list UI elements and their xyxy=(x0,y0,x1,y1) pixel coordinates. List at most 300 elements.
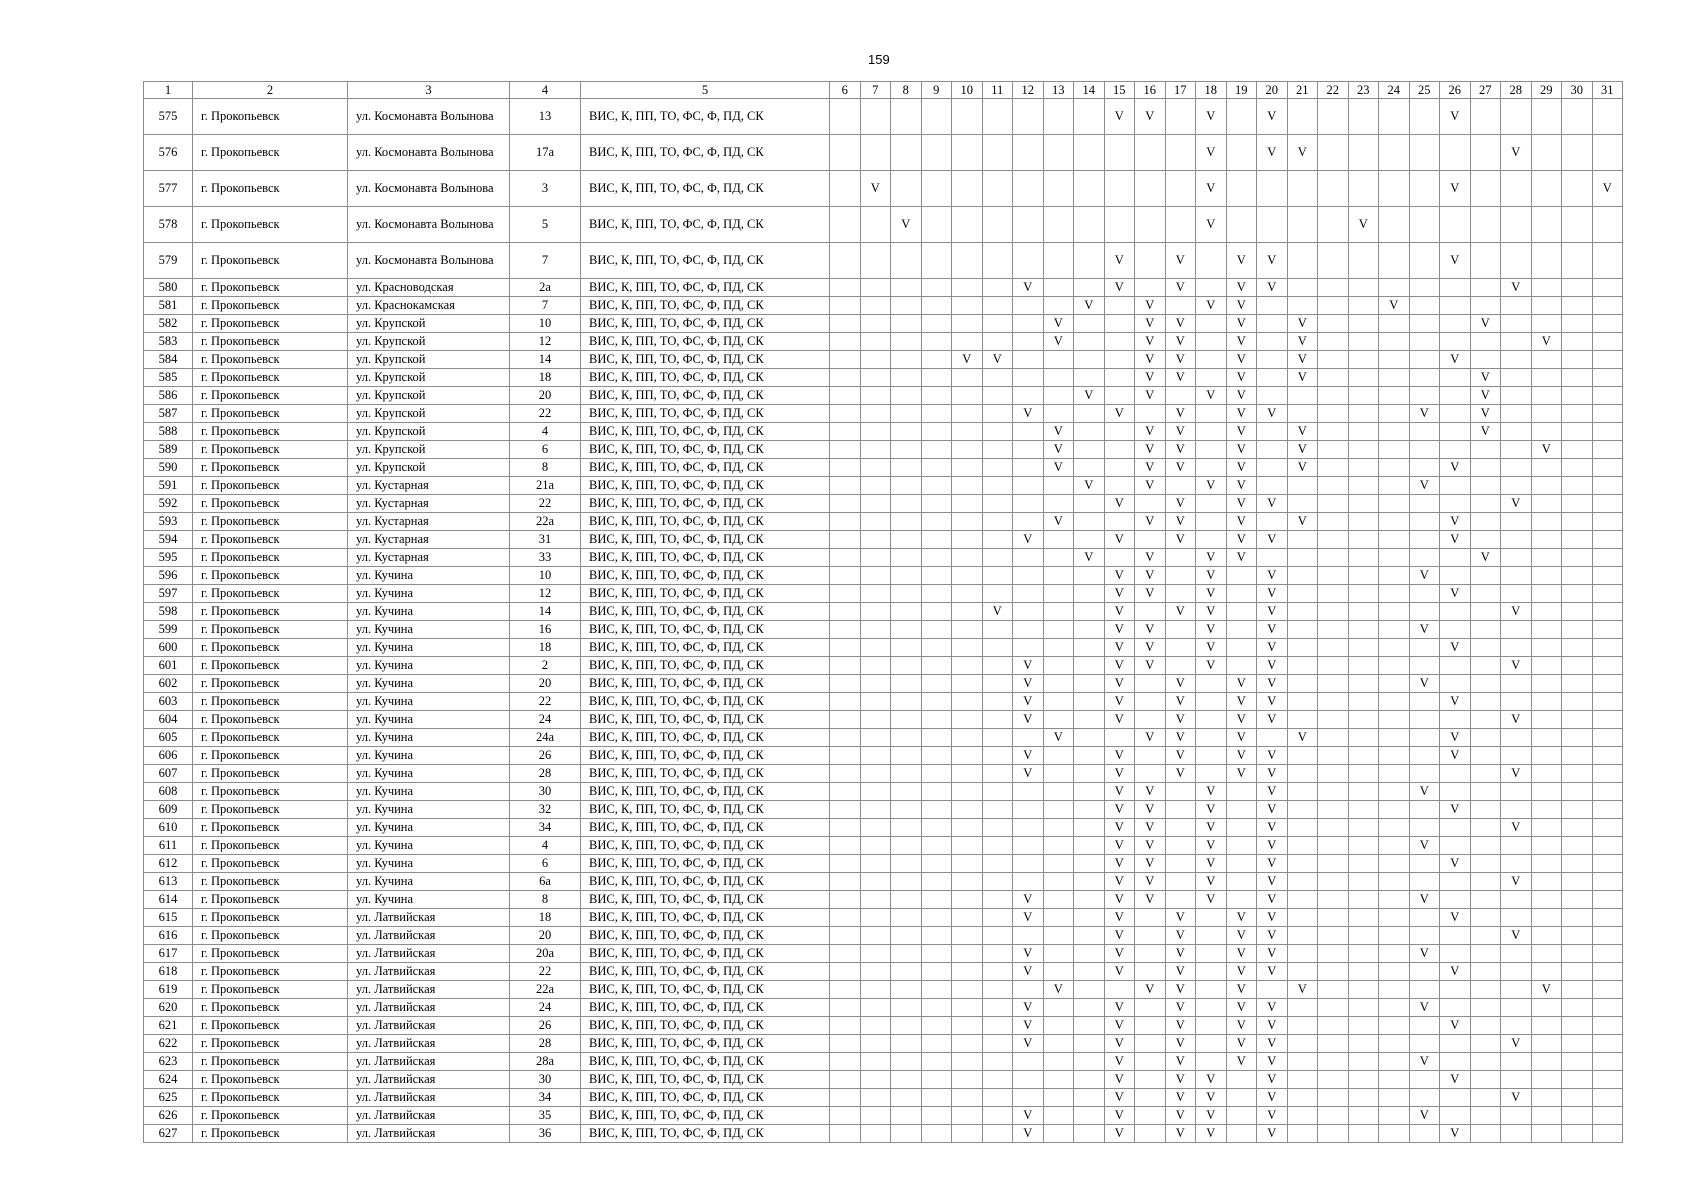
mark-cell-col-6 xyxy=(830,711,861,729)
mark-cell-col-22 xyxy=(1318,945,1349,963)
header-row xyxy=(144,82,1623,99)
services-cell: ВИС, К, ПП, ТО, ФС, Ф, ПД, СК xyxy=(581,351,830,369)
mark-cell-col-17: V xyxy=(1165,675,1196,693)
mark-cell-col-12 xyxy=(1013,549,1044,567)
mark-cell-col-13 xyxy=(1043,603,1074,621)
mark-cell-col-14 xyxy=(1074,621,1105,639)
mark-cell-col-24 xyxy=(1379,279,1410,297)
mark-cell-col-31 xyxy=(1592,747,1623,765)
mark-cell-col-25 xyxy=(1409,711,1440,729)
mark-cell-col-30 xyxy=(1562,513,1593,531)
mark-cell-col-7 xyxy=(860,297,891,315)
mark-cell-col-16 xyxy=(1135,1017,1166,1035)
mark-cell-col-12 xyxy=(1013,1089,1044,1107)
mark-cell-col-26 xyxy=(1440,495,1471,513)
mark-cell-col-28 xyxy=(1501,729,1532,747)
services-cell: ВИС, К, ПП, ТО, ФС, Ф, ПД, СК xyxy=(581,909,830,927)
mark-cell-col-18 xyxy=(1196,729,1227,747)
mark-cell-col-23 xyxy=(1348,171,1379,207)
mark-cell-col-25 xyxy=(1409,297,1440,315)
mark-cell-col-6 xyxy=(830,855,861,873)
mark-cell-col-12 xyxy=(1013,981,1044,999)
row-number: 601 xyxy=(144,657,193,675)
services-cell: ВИС, К, ПП, ТО, ФС, Ф, ПД, СК xyxy=(581,477,830,495)
street-cell: ул. Крупской xyxy=(348,387,510,405)
mark-cell-col-28: V xyxy=(1501,927,1532,945)
mark-cell-col-29 xyxy=(1531,945,1562,963)
mark-cell-col-16 xyxy=(1135,1125,1166,1143)
mark-cell-col-28: V xyxy=(1501,765,1532,783)
street-cell: ул. Кучина xyxy=(348,765,510,783)
mark-cell-col-11 xyxy=(982,531,1013,549)
mark-cell-col-21 xyxy=(1287,801,1318,819)
mark-cell-col-25: V xyxy=(1409,405,1440,423)
mark-cell-col-31 xyxy=(1592,729,1623,747)
mark-cell-col-21 xyxy=(1287,1035,1318,1053)
mark-cell-col-6 xyxy=(830,1107,861,1125)
mark-cell-col-13 xyxy=(1043,351,1074,369)
mark-cell-col-11: V xyxy=(982,603,1013,621)
mark-cell-col-26 xyxy=(1440,405,1471,423)
mark-cell-col-8 xyxy=(891,315,922,333)
mark-cell-col-19: V xyxy=(1226,531,1257,549)
mark-cell-col-8 xyxy=(891,441,922,459)
mark-cell-col-25 xyxy=(1409,747,1440,765)
row-number: 591 xyxy=(144,477,193,495)
mark-cell-col-11 xyxy=(982,1107,1013,1125)
city-cell: г. Прокопьевск xyxy=(193,783,348,801)
mark-cell-col-29 xyxy=(1531,873,1562,891)
mark-cell-col-12 xyxy=(1013,441,1044,459)
mark-cell-col-9 xyxy=(921,1107,952,1125)
mark-cell-col-24 xyxy=(1379,711,1410,729)
mark-cell-col-29 xyxy=(1531,657,1562,675)
mark-cell-col-9 xyxy=(921,1125,952,1143)
mark-cell-col-12 xyxy=(1013,801,1044,819)
mark-cell-col-19: V xyxy=(1226,765,1257,783)
mark-cell-col-28: V xyxy=(1501,657,1532,675)
table-row xyxy=(144,315,1623,333)
mark-cell-col-16: V xyxy=(1135,549,1166,567)
mark-cell-col-29 xyxy=(1531,1107,1562,1125)
house-cell: 32 xyxy=(510,801,581,819)
mark-cell-col-20 xyxy=(1257,207,1288,243)
mark-cell-col-11 xyxy=(982,207,1013,243)
row-number: 616 xyxy=(144,927,193,945)
mark-cell-col-7 xyxy=(860,837,891,855)
street-cell: ул. Крупской xyxy=(348,369,510,387)
mark-cell-col-22 xyxy=(1318,765,1349,783)
mark-cell-col-29 xyxy=(1531,639,1562,657)
mark-cell-col-23 xyxy=(1348,369,1379,387)
mark-cell-col-14 xyxy=(1074,351,1105,369)
mark-cell-col-20: V xyxy=(1257,621,1288,639)
mark-cell-col-31 xyxy=(1592,693,1623,711)
mark-cell-col-27 xyxy=(1470,279,1501,297)
mark-cell-col-15 xyxy=(1104,387,1135,405)
mark-cell-col-20: V xyxy=(1257,765,1288,783)
row-number: 594 xyxy=(144,531,193,549)
mark-cell-col-11 xyxy=(982,783,1013,801)
mark-cell-col-27 xyxy=(1470,963,1501,981)
mark-cell-col-23 xyxy=(1348,963,1379,981)
mark-cell-col-27 xyxy=(1470,981,1501,999)
mark-cell-col-10 xyxy=(952,783,983,801)
mark-cell-col-17 xyxy=(1165,387,1196,405)
table-row xyxy=(144,765,1623,783)
mark-cell-col-24 xyxy=(1379,207,1410,243)
mark-cell-col-18 xyxy=(1196,459,1227,477)
row-number: 607 xyxy=(144,765,193,783)
mark-cell-col-31 xyxy=(1592,603,1623,621)
mark-cell-col-28: V xyxy=(1501,873,1532,891)
mark-cell-col-10 xyxy=(952,207,983,243)
table-row xyxy=(144,333,1623,351)
city-cell: г. Прокопьевск xyxy=(193,99,348,135)
mark-cell-col-30 xyxy=(1562,585,1593,603)
row-number: 590 xyxy=(144,459,193,477)
mark-cell-col-18: V xyxy=(1196,801,1227,819)
mark-cell-col-10 xyxy=(952,999,983,1017)
mark-cell-col-8 xyxy=(891,513,922,531)
mark-cell-col-17: V xyxy=(1165,1017,1196,1035)
street-cell: ул. Кучина xyxy=(348,711,510,729)
mark-cell-col-12: V xyxy=(1013,693,1044,711)
mark-cell-col-19 xyxy=(1226,99,1257,135)
mark-cell-col-14 xyxy=(1074,531,1105,549)
mark-cell-col-31 xyxy=(1592,873,1623,891)
services-cell: ВИС, К, ПП, ТО, ФС, Ф, ПД, СК xyxy=(581,99,830,135)
mark-cell-col-8 xyxy=(891,1053,922,1071)
services-cell: ВИС, К, ПП, ТО, ФС, Ф, ПД, СК xyxy=(581,855,830,873)
row-number: 618 xyxy=(144,963,193,981)
mark-cell-col-26: V xyxy=(1440,459,1471,477)
mark-cell-col-7 xyxy=(860,801,891,819)
mark-cell-col-6 xyxy=(830,441,861,459)
mark-cell-col-7 xyxy=(860,1017,891,1035)
city-cell: г. Прокопьевск xyxy=(193,243,348,279)
mark-cell-col-21: V xyxy=(1287,315,1318,333)
street-cell: ул. Кучина xyxy=(348,675,510,693)
row-number: 612 xyxy=(144,855,193,873)
mark-cell-col-26: V xyxy=(1440,243,1471,279)
mark-cell-col-19 xyxy=(1226,837,1257,855)
mark-cell-col-10 xyxy=(952,495,983,513)
mark-cell-col-21 xyxy=(1287,243,1318,279)
mark-cell-col-11 xyxy=(982,981,1013,999)
house-cell: 4 xyxy=(510,423,581,441)
mark-cell-col-30 xyxy=(1562,855,1593,873)
mark-cell-col-23 xyxy=(1348,423,1379,441)
mark-cell-col-25: V xyxy=(1409,783,1440,801)
house-cell: 22 xyxy=(510,693,581,711)
street-cell: ул. Латвийская xyxy=(348,1035,510,1053)
mark-cell-col-13 xyxy=(1043,963,1074,981)
mark-cell-col-10 xyxy=(952,459,983,477)
street-cell: ул. Латвийская xyxy=(348,1053,510,1071)
mark-cell-col-13 xyxy=(1043,657,1074,675)
house-cell: 20 xyxy=(510,927,581,945)
mark-cell-col-17 xyxy=(1165,99,1196,135)
mark-cell-col-28: V xyxy=(1501,135,1532,171)
city-cell: г. Прокопьевск xyxy=(193,657,348,675)
mark-cell-col-18: V xyxy=(1196,1089,1227,1107)
mark-cell-col-10 xyxy=(952,927,983,945)
services-cell: ВИС, К, ПП, ТО, ФС, Ф, ПД, СК xyxy=(581,693,830,711)
mark-cell-col-18 xyxy=(1196,999,1227,1017)
city-cell: г. Прокопьевск xyxy=(193,999,348,1017)
mark-cell-col-28 xyxy=(1501,909,1532,927)
mark-cell-col-10 xyxy=(952,279,983,297)
mark-cell-col-7 xyxy=(860,1035,891,1053)
mark-cell-col-25 xyxy=(1409,639,1440,657)
row-number: 625 xyxy=(144,1089,193,1107)
street-cell: ул. Крупской xyxy=(348,351,510,369)
house-cell: 22а xyxy=(510,513,581,531)
mark-cell-col-30 xyxy=(1562,999,1593,1017)
mark-cell-col-22 xyxy=(1318,801,1349,819)
mark-cell-col-22 xyxy=(1318,927,1349,945)
mark-cell-col-6 xyxy=(830,585,861,603)
column-header: 7 xyxy=(860,82,891,99)
mark-cell-col-31 xyxy=(1592,459,1623,477)
mark-cell-col-11: V xyxy=(982,351,1013,369)
mark-cell-col-14 xyxy=(1074,711,1105,729)
mark-cell-col-6 xyxy=(830,837,861,855)
table-row xyxy=(144,819,1623,837)
street-cell: ул. Космонавта Волынова xyxy=(348,171,510,207)
mark-cell-col-6 xyxy=(830,873,861,891)
house-cell: 22 xyxy=(510,963,581,981)
mark-cell-col-31 xyxy=(1592,855,1623,873)
row-number: 626 xyxy=(144,1107,193,1125)
house-cell: 35 xyxy=(510,1107,581,1125)
mark-cell-col-23 xyxy=(1348,1089,1379,1107)
mark-cell-col-13 xyxy=(1043,135,1074,171)
mark-cell-col-6 xyxy=(830,1017,861,1035)
mark-cell-col-8 xyxy=(891,729,922,747)
mark-cell-col-28 xyxy=(1501,783,1532,801)
mark-cell-col-18: V xyxy=(1196,819,1227,837)
services-cell: ВИС, К, ПП, ТО, ФС, Ф, ПД, СК xyxy=(581,315,830,333)
mark-cell-col-20 xyxy=(1257,333,1288,351)
mark-cell-col-23 xyxy=(1348,405,1379,423)
mark-cell-col-26 xyxy=(1440,387,1471,405)
row-number: 608 xyxy=(144,783,193,801)
mark-cell-col-22 xyxy=(1318,387,1349,405)
mark-cell-col-6 xyxy=(830,909,861,927)
mark-cell-col-30 xyxy=(1562,423,1593,441)
mark-cell-col-14 xyxy=(1074,1071,1105,1089)
mark-cell-col-6 xyxy=(830,639,861,657)
mark-cell-col-15 xyxy=(1104,459,1135,477)
mark-cell-col-23 xyxy=(1348,333,1379,351)
mark-cell-col-12: V xyxy=(1013,531,1044,549)
mark-cell-col-14 xyxy=(1074,765,1105,783)
mark-cell-col-17: V xyxy=(1165,981,1196,999)
column-header: 6 xyxy=(830,82,861,99)
mark-cell-col-29 xyxy=(1531,459,1562,477)
table-row xyxy=(144,1035,1623,1053)
mark-cell-col-18 xyxy=(1196,423,1227,441)
mark-cell-col-7: V xyxy=(860,171,891,207)
mark-cell-col-31 xyxy=(1592,351,1623,369)
mark-cell-col-25 xyxy=(1409,243,1440,279)
column-header: 30 xyxy=(1562,82,1593,99)
mark-cell-col-13 xyxy=(1043,279,1074,297)
mark-cell-col-28 xyxy=(1501,477,1532,495)
mark-cell-col-27 xyxy=(1470,1089,1501,1107)
house-cell: 7 xyxy=(510,243,581,279)
mark-cell-col-15: V xyxy=(1104,279,1135,297)
mark-cell-col-9 xyxy=(921,621,952,639)
mark-cell-col-28 xyxy=(1501,945,1532,963)
mark-cell-col-28: V xyxy=(1501,495,1532,513)
mark-cell-col-22 xyxy=(1318,513,1349,531)
row-number: 610 xyxy=(144,819,193,837)
mark-cell-col-20: V xyxy=(1257,243,1288,279)
column-header: 20 xyxy=(1257,82,1288,99)
mark-cell-col-8 xyxy=(891,927,922,945)
mark-cell-col-25 xyxy=(1409,1035,1440,1053)
mark-cell-col-7 xyxy=(860,423,891,441)
mark-cell-col-30 xyxy=(1562,729,1593,747)
mark-cell-col-23 xyxy=(1348,639,1379,657)
mark-cell-col-30 xyxy=(1562,315,1593,333)
city-cell: г. Прокопьевск xyxy=(193,1107,348,1125)
mark-cell-col-31 xyxy=(1592,207,1623,243)
mark-cell-col-29: V xyxy=(1531,333,1562,351)
services-cell: ВИС, К, ПП, ТО, ФС, Ф, ПД, СК xyxy=(581,657,830,675)
mark-cell-col-26: V xyxy=(1440,801,1471,819)
house-cell: 5 xyxy=(510,207,581,243)
mark-cell-col-22 xyxy=(1318,729,1349,747)
mark-cell-col-24 xyxy=(1379,675,1410,693)
mark-cell-col-27 xyxy=(1470,837,1501,855)
mark-cell-col-8 xyxy=(891,801,922,819)
mark-cell-col-15: V xyxy=(1104,567,1135,585)
table-row xyxy=(144,351,1623,369)
house-cell: 16 xyxy=(510,621,581,639)
mark-cell-col-22 xyxy=(1318,279,1349,297)
mark-cell-col-8 xyxy=(891,783,922,801)
mark-cell-col-30 xyxy=(1562,945,1593,963)
mark-cell-col-27 xyxy=(1470,801,1501,819)
mark-cell-col-30 xyxy=(1562,837,1593,855)
street-cell: ул. Кустарная xyxy=(348,495,510,513)
row-number: 615 xyxy=(144,909,193,927)
mark-cell-col-14 xyxy=(1074,729,1105,747)
mark-cell-col-8 xyxy=(891,405,922,423)
mark-cell-col-6 xyxy=(830,459,861,477)
mark-cell-col-30 xyxy=(1562,531,1593,549)
mark-cell-col-10 xyxy=(952,909,983,927)
mark-cell-col-28: V xyxy=(1501,603,1532,621)
services-cell: ВИС, К, ПП, ТО, ФС, Ф, ПД, СК xyxy=(581,963,830,981)
mark-cell-col-19: V xyxy=(1226,981,1257,999)
mark-cell-col-21 xyxy=(1287,477,1318,495)
mark-cell-col-26 xyxy=(1440,621,1471,639)
services-cell: ВИС, К, ПП, ТО, ФС, Ф, ПД, СК xyxy=(581,765,830,783)
mark-cell-col-19 xyxy=(1226,891,1257,909)
house-cell: 12 xyxy=(510,333,581,351)
mark-cell-col-20 xyxy=(1257,387,1288,405)
mark-cell-col-10 xyxy=(952,1125,983,1143)
services-cell: ВИС, К, ПП, ТО, ФС, Ф, ПД, СК xyxy=(581,837,830,855)
mark-cell-col-26 xyxy=(1440,981,1471,999)
mark-cell-col-27 xyxy=(1470,1071,1501,1089)
mark-cell-col-12: V xyxy=(1013,891,1044,909)
mark-cell-col-30 xyxy=(1562,369,1593,387)
mark-cell-col-19 xyxy=(1226,819,1257,837)
mark-cell-col-23 xyxy=(1348,315,1379,333)
mark-cell-col-21 xyxy=(1287,99,1318,135)
mark-cell-col-12: V xyxy=(1013,675,1044,693)
mark-cell-col-10 xyxy=(952,855,983,873)
house-cell: 30 xyxy=(510,783,581,801)
mark-cell-col-9 xyxy=(921,675,952,693)
mark-cell-col-17: V xyxy=(1165,909,1196,927)
mark-cell-col-8 xyxy=(891,459,922,477)
mark-cell-col-21 xyxy=(1287,1089,1318,1107)
mark-cell-col-29 xyxy=(1531,423,1562,441)
mark-cell-col-25 xyxy=(1409,387,1440,405)
mark-cell-col-15 xyxy=(1104,333,1135,351)
mark-cell-col-29 xyxy=(1531,351,1562,369)
mark-cell-col-18 xyxy=(1196,495,1227,513)
mark-cell-col-19 xyxy=(1226,1125,1257,1143)
mark-cell-col-13 xyxy=(1043,1017,1074,1035)
mark-cell-col-8 xyxy=(891,369,922,387)
mark-cell-col-19: V xyxy=(1226,441,1257,459)
mark-cell-col-6 xyxy=(830,531,861,549)
mark-cell-col-23 xyxy=(1348,351,1379,369)
mark-cell-col-21 xyxy=(1287,927,1318,945)
mark-cell-col-18: V xyxy=(1196,477,1227,495)
mark-cell-col-7 xyxy=(860,585,891,603)
mark-cell-col-14 xyxy=(1074,801,1105,819)
mark-cell-col-22 xyxy=(1318,243,1349,279)
mark-cell-col-15 xyxy=(1104,981,1135,999)
mark-cell-col-27 xyxy=(1470,621,1501,639)
services-cell: ВИС, К, ПП, ТО, ФС, Ф, ПД, СК xyxy=(581,675,830,693)
mark-cell-col-29 xyxy=(1531,1053,1562,1071)
mark-cell-col-21: V xyxy=(1287,333,1318,351)
mark-cell-col-17: V xyxy=(1165,999,1196,1017)
mark-cell-col-18 xyxy=(1196,315,1227,333)
mark-cell-col-16: V xyxy=(1135,657,1166,675)
mark-cell-col-17: V xyxy=(1165,315,1196,333)
mark-cell-col-10 xyxy=(952,1071,983,1089)
mark-cell-col-25 xyxy=(1409,1017,1440,1035)
mark-cell-col-29 xyxy=(1531,477,1562,495)
mark-cell-col-24 xyxy=(1379,729,1410,747)
mark-cell-col-6 xyxy=(830,729,861,747)
mark-cell-col-29 xyxy=(1531,405,1562,423)
mark-cell-col-15: V xyxy=(1104,747,1135,765)
mark-cell-col-20: V xyxy=(1257,747,1288,765)
mark-cell-col-16 xyxy=(1135,405,1166,423)
mark-cell-col-21 xyxy=(1287,765,1318,783)
mark-cell-col-12: V xyxy=(1013,1107,1044,1125)
mark-cell-col-20 xyxy=(1257,369,1288,387)
mark-cell-col-24 xyxy=(1379,693,1410,711)
mark-cell-col-30 xyxy=(1562,765,1593,783)
mark-cell-col-20: V xyxy=(1257,711,1288,729)
mark-cell-col-24 xyxy=(1379,1107,1410,1125)
mark-cell-col-23 xyxy=(1348,387,1379,405)
row-number: 611 xyxy=(144,837,193,855)
